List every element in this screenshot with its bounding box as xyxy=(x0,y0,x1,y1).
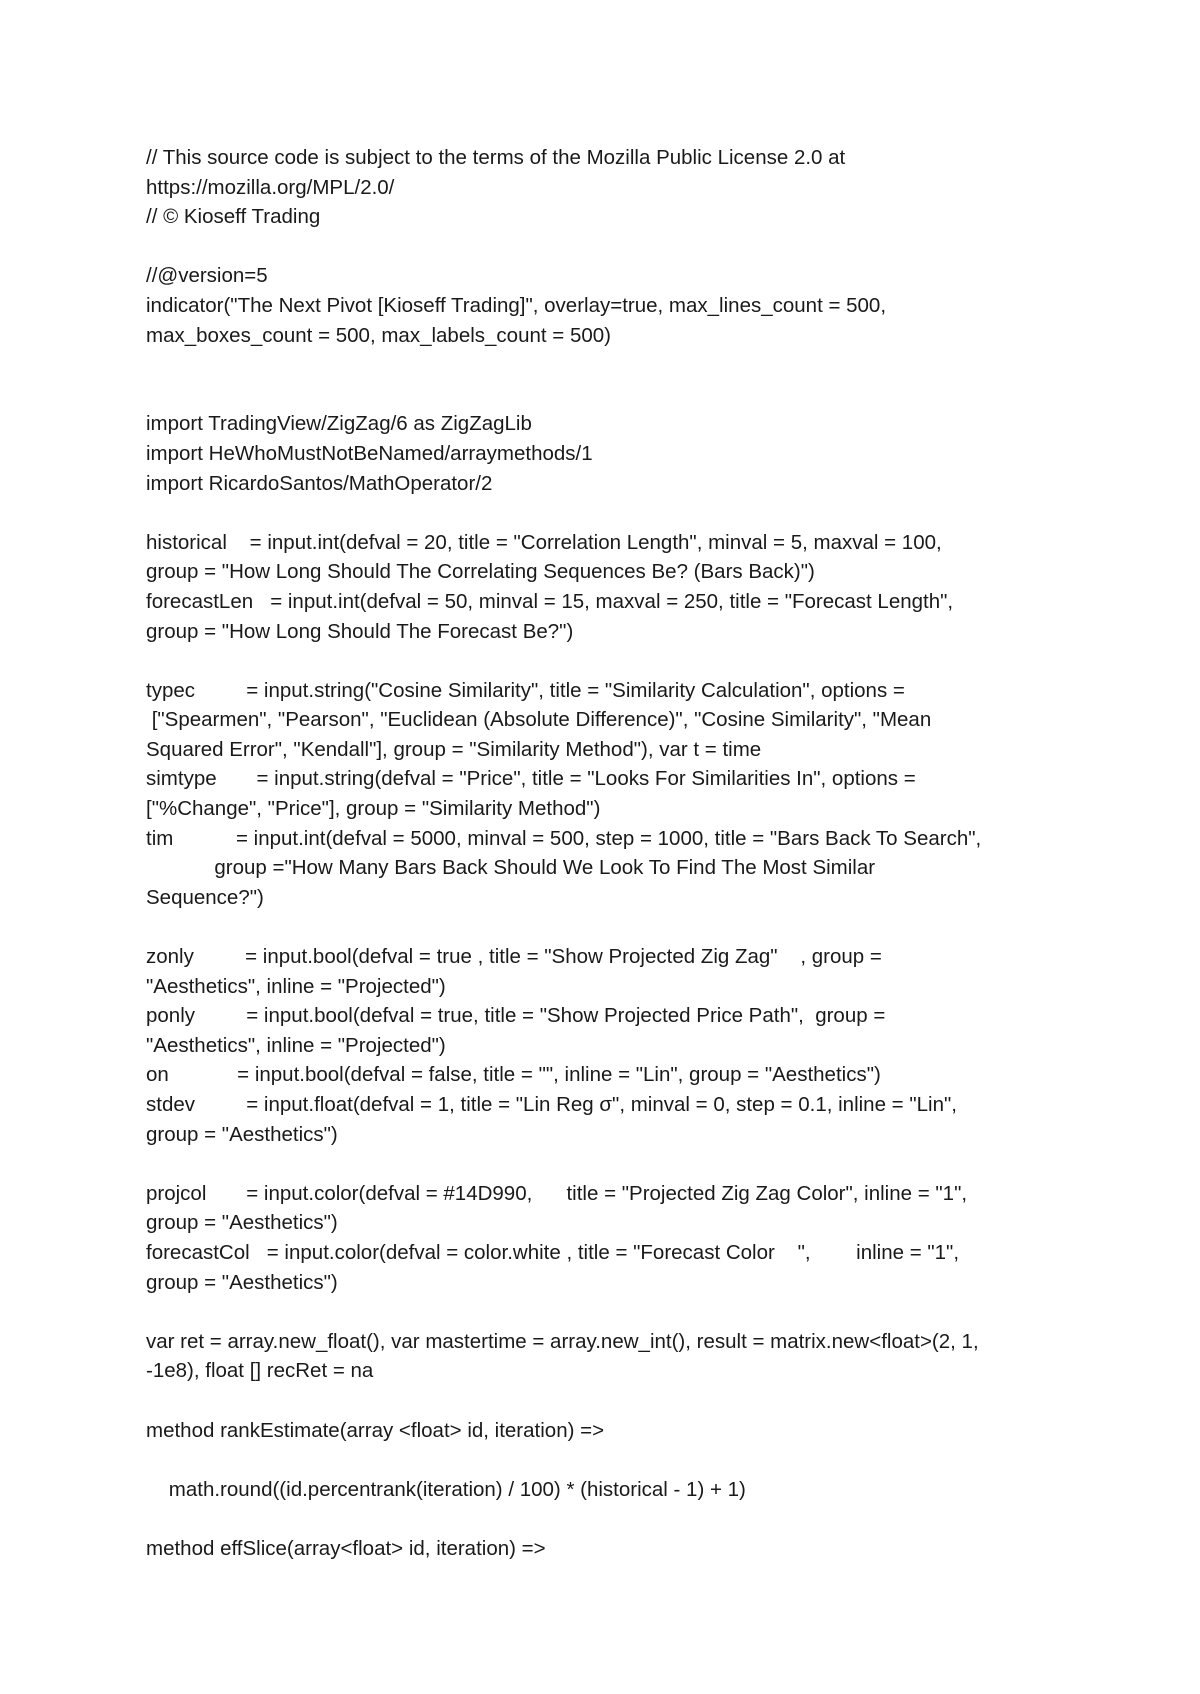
code-line: max_boxes_count = 500, max_labels_count = 500) xyxy=(146,323,611,347)
code-line: group = "How Long Should The Correlating Sequences Be? (Bars Back)") xyxy=(146,560,815,584)
code-line: forecastCol = input.color(defval = color.white , title = "Forecast Color ", inline = "1", xyxy=(146,1240,960,1264)
blank-line xyxy=(146,232,1086,262)
code-line: group ="How Many Bars Back Should We Look To Find The Most Similar xyxy=(146,856,876,880)
code-line: zonly = input.bool(defval = true , title = "Show Projected Zig Zag" , group = xyxy=(146,945,882,969)
code-line: ["%Change", "Price"], group = "Similarity Method") xyxy=(146,797,601,821)
code-line: Sequence?") xyxy=(146,885,264,909)
code-line: import RicardoSantos/MathOperator/2 xyxy=(146,471,493,495)
code-line: -1e8), float [] recRet = na xyxy=(146,1359,374,1383)
code-line: var ret = array.new_float(), var mastertime = array.new_int(), result = matrix.new<float>(2, 1, xyxy=(146,1329,979,1353)
code-line: group = "Aesthetics") xyxy=(146,1122,338,1146)
code-line: // © Kioseff Trading xyxy=(146,205,321,229)
blank-line xyxy=(146,350,1086,380)
code-line: "Aesthetics", inline = "Projected") xyxy=(146,974,446,998)
code-line: math.round((id.percentrank(iteration) / 100) * (historical - 1) + 1) xyxy=(146,1477,746,1501)
code-line: tim = input.int(defval = 5000, minval = 500, step = 1000, title = "Bars Back To Search", xyxy=(146,826,982,850)
code-line: ponly = input.bool(defval = true, title = "Show Projected Price Path", group = xyxy=(146,1004,886,1028)
code-line: typec = input.string("Cosine Similarity", title = "Similarity Calculation", options = xyxy=(146,678,905,702)
code-line: group = "Aesthetics") xyxy=(146,1211,338,1235)
code-line: group = "Aesthetics") xyxy=(146,1270,338,1294)
blank-line xyxy=(146,1386,1086,1416)
code-text xyxy=(146,143,1086,1564)
code-line: indicator("The Next Pivot [Kioseff Trading]", overlay=true, max_lines_count = 500, xyxy=(146,293,887,317)
code-line: //@version=5 xyxy=(146,264,268,288)
code-line: forecastLen = input.int(defval = 50, minval = 15, maxval = 250, title = "Forecast Length", xyxy=(146,589,954,613)
code-line: "Aesthetics", inline = "Projected") xyxy=(146,1033,446,1057)
blank-line xyxy=(146,1445,1086,1475)
blank-line xyxy=(146,646,1086,676)
code-line: method rankEstimate(array <float> id, iteration) => xyxy=(146,1418,605,1442)
blank-line xyxy=(146,380,1086,410)
blank-line xyxy=(146,1297,1086,1327)
blank-line xyxy=(146,1149,1086,1179)
blank-line xyxy=(146,498,1086,528)
blank-line xyxy=(146,912,1086,942)
blank-line xyxy=(146,1504,1086,1534)
code-line: https://mozilla.org/MPL/2.0/ xyxy=(146,175,395,199)
code-line: simtype = input.string(defval = "Price", title = "Looks For Similarities In", options = xyxy=(146,767,916,791)
code-line: method effSlice(array<float> id, iteration) => xyxy=(146,1536,546,1560)
code-line: Squared Error", "Kendall"], group = "Similarity Method"), var t = time xyxy=(146,737,762,761)
code-line: ["Spearmen", "Pearson", "Euclidean (Absolute Difference)", "Cosine Similarity", "Mean xyxy=(146,708,932,732)
code-line: historical = input.int(defval = 20, title = "Correlation Length", minval = 5, maxval = 100, xyxy=(146,530,942,554)
code-line: group = "How Long Should The Forecast Be?") xyxy=(146,619,574,643)
code-line: import TradingView/ZigZag/6 as ZigZagLib xyxy=(146,412,532,436)
code-line: stdev = input.float(defval = 1, title = "Lin Reg σ", minval = 0, step = 0.1, inline = "Lin", xyxy=(146,1093,957,1116)
code-line: import HeWhoMustNotBeNamed/arraymethods/1 xyxy=(146,441,593,465)
code-line: // This source code is subject to the terms of the Mozilla Public License 2.0 at xyxy=(146,146,846,169)
code-line: on = input.bool(defval = false, title = "", inline = "Lin", group = "Aesthetics") xyxy=(146,1063,881,1087)
code-line: projcol = input.color(defval = #14D990, title = "Projected Zig Zag Color", inline = "1", xyxy=(146,1181,968,1205)
